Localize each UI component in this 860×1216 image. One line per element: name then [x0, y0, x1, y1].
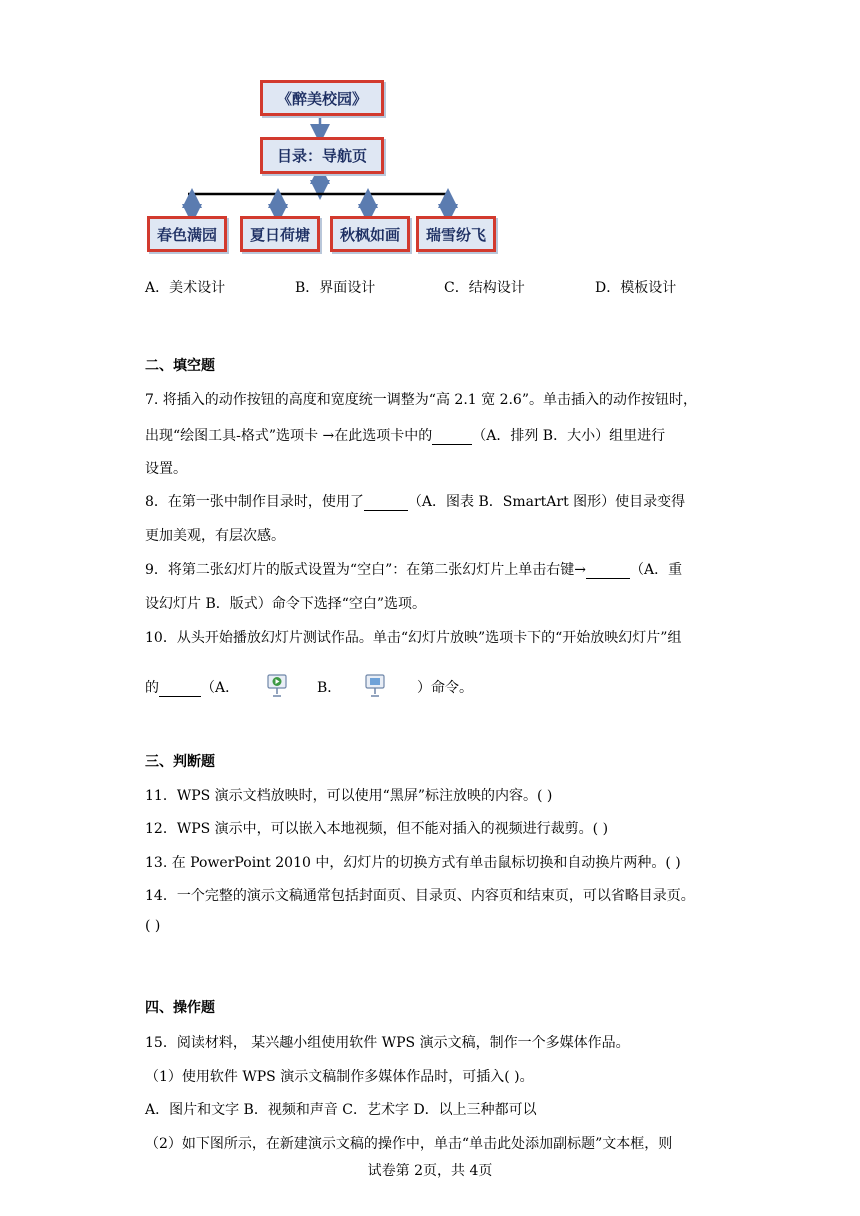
q10-line-1: 10．从头开始播放幻灯片测试作品。单击“幻灯片放映”选项卡下的“开始放映幻灯片”组 [145, 630, 682, 646]
q7-blank [432, 428, 472, 445]
q10-line-2 [145, 674, 473, 702]
q8-blank [364, 494, 408, 511]
q9-line-1 [145, 559, 682, 579]
q8-text-b: （A．图表 B．SmartArt 图形）使目录变得 [407, 494, 686, 510]
diagram-box-child-1: 春色满园 [147, 216, 227, 252]
diagram-box-middle: 目录：导航页 [260, 137, 384, 174]
slideshow-icon [364, 674, 386, 702]
section-heading-judge: 三、判断题 [145, 754, 215, 770]
page-footer: 试卷第 2页，共 4页 [367, 1163, 493, 1179]
q14-line-1: 14．一个完整的演示文稿通常包括封面页、目录页、内容页和结束页，可以省略目录页。 [145, 888, 695, 904]
q8-text-a: 8．在第一张中制作目录时，使用了 [145, 494, 364, 510]
q15-part-1-options: A．图片和文字 B．视频和声音 C．艺术字 D．以上三种都可以 [145, 1102, 537, 1118]
q6-option-a: A．美术设计 [145, 280, 226, 296]
q6-option-d: D．模板设计 [595, 280, 677, 296]
diagram-box-top: 《醉美校园》 [260, 80, 384, 116]
q10-text-b: （A． [201, 680, 240, 696]
q7-line-2 [145, 425, 665, 445]
q12-line: 12．WPS 演示中，可以嵌入本地视频，但不能对插入的视频进行裁剪。( ) [145, 821, 609, 837]
play-from-start-icon [266, 674, 288, 702]
q6-option-b: B．界面设计 [295, 280, 376, 296]
diagram-box-child-3: 秋枫如画 [330, 216, 410, 252]
q8-line-1 [145, 491, 685, 511]
q14-line-2: ( ) [145, 918, 161, 934]
q9-text-b: （A．重 [629, 562, 683, 578]
q8-line-2: 更加美观，有层次感。 [145, 528, 285, 544]
q15-part-1: （1）使用软件 WPS 演示文稿制作多媒体作品时，可插入( )。 [145, 1069, 534, 1085]
diagram-box-child-4: 瑞雪纷飞 [416, 216, 496, 252]
q15-intro: 15．阅读材料， 某兴趣小组使用软件 WPS 演示文稿，制作一个多媒体作品。 [145, 1035, 630, 1051]
q7-line-1: 7. 将插入的动作按钮的高度和宽度统一调整为“高 2.1 宽 2.6”。单击插入的动作按钮时， [145, 392, 697, 408]
q15-part-2: （2）如下图所示，在新建演示文稿的操作中，单击“单击此处添加副标题”文本框，则 [145, 1136, 673, 1152]
q10-text-c: B． [316, 680, 342, 696]
q9-text-a: 9．将第二张幻灯片的版式设置为“空白”：在第二张幻灯片上单击右键→ [145, 562, 586, 578]
diagram-box-child-2: 夏日荷塘 [240, 216, 320, 252]
q7-text-a: 出现“绘图工具-格式”选项卡 →在此选项卡中的 [145, 428, 433, 444]
q10-text-a: 的 [145, 680, 159, 696]
q13-line: 13. 在 PowerPoint 2010 中，幻灯片的切换方式有单击鼠标切换和自动换片两种。( ) [145, 855, 681, 871]
section-heading-fill: 二、填空题 [145, 358, 215, 374]
q11-line: 11．WPS 演示文档放映时，可以使用“黑屏”标注放映的内容。( ) [145, 788, 553, 804]
q7-text-b: （A．排列 B．大小）组里进行 [472, 428, 666, 444]
q6-option-c: C．结构设计 [444, 280, 525, 296]
q10-text-d: ）命令。 [417, 680, 474, 696]
q10-blank [159, 680, 201, 697]
q7-line-3: 设置。 [145, 461, 187, 477]
q9-line-2: 设幻灯片 B．版式）命令下选择“空白”选项。 [145, 596, 427, 612]
section-heading-operate: 四、操作题 [145, 1000, 215, 1016]
q9-blank [586, 562, 630, 579]
